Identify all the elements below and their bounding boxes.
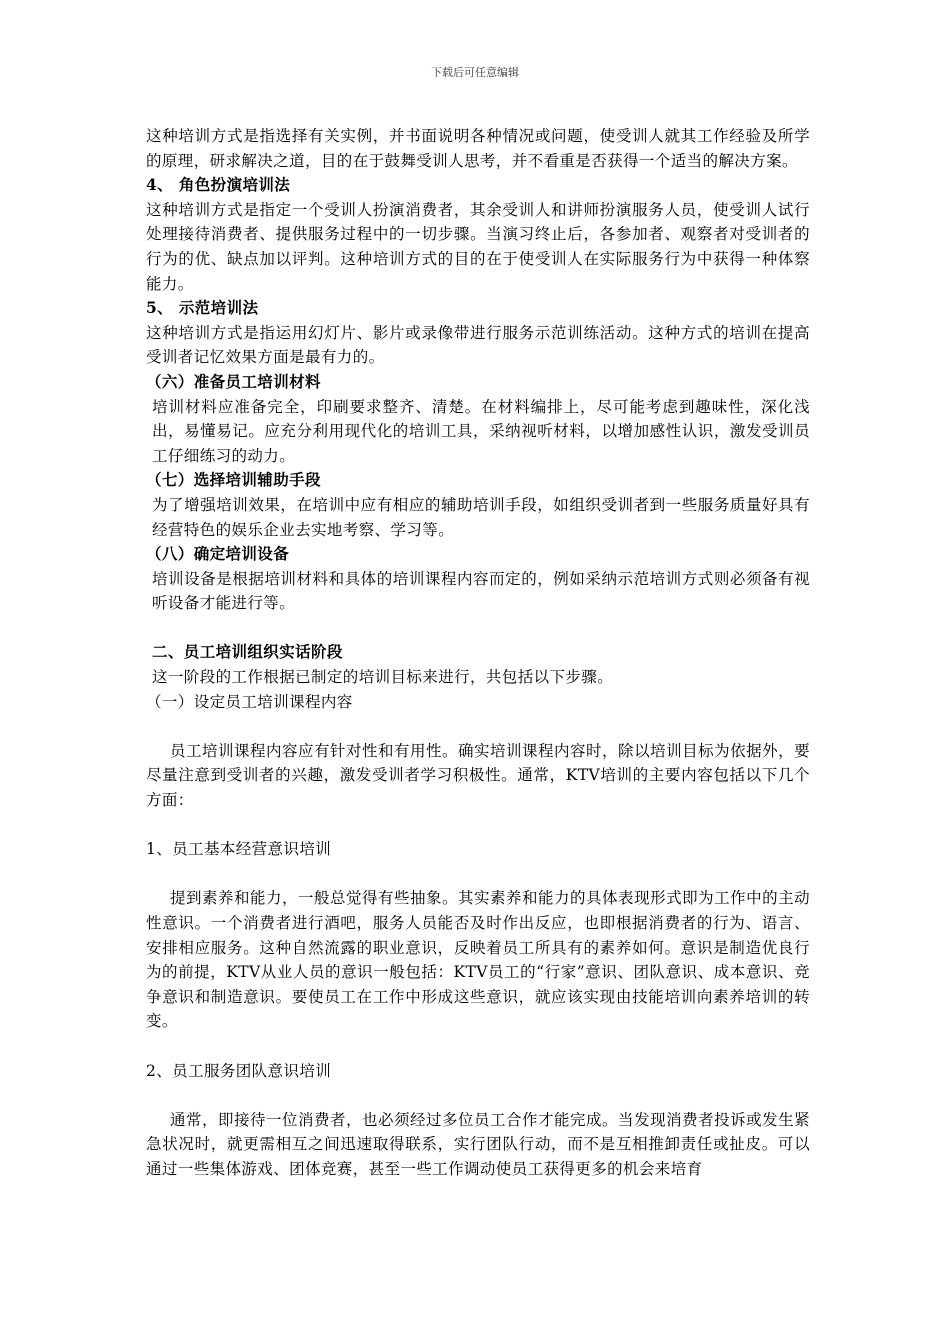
paragraph-auxiliary-means: 为了增强培训效果，在培训中应有相应的辅助培训手段，如组织受训者到一些服务质量好具有经营特色的娱乐企业去实地考察、学习等。 [152, 495, 810, 539]
subheading-basic-awareness: 1、员工基本经营意识培训 [146, 840, 332, 859]
heading-section-two: 二、员工培训组织实话阶段 [152, 642, 343, 662]
paragraph-demonstration: 这种培训方式是指运用幻灯片、影片或录像带进行服务示范训练活动。这种方式的培训在提高受训者记忆效果方面是最有力的。 [146, 323, 810, 367]
subheading-team-awareness: 2、员工服务团队意识培训 [146, 1061, 332, 1080]
heading-role-play: 4、 角色扮演培训法 [146, 175, 291, 195]
blank-line [146, 616, 810, 641]
blank-line [146, 862, 810, 887]
paragraph-basic-awareness: 提到素养和能力，一般总觉得有些抽象。其实素养和能力的具体表现形式即为工作中的主动性意识。一个消费者进行酒吧，服务人员能否及时作出反应，也即根据消费者的行为、语言、安排相应服务。这种自然流露的职业意识，反映着员工所具有的素养如何。意识是制造优良行为的前提，KTV从业人员的意识一般包括：KTV员工的“行家”意识、团队意识、成本意识、竞争意识和制造意识。要使员工在工作中形成这些意识，就应该实现由技能培训向素养培训的转变。 [146, 889, 810, 1031]
paragraph-case-study: 这种培训方式是指选择有关实例，并书面说明各种情况或问题，使受训人就其工作经验及所学的原理，研求解决之道，目的在于鼓舞受训人思考，并不看重是否获得一个适当的解决方案。 [146, 127, 810, 170]
heading-training-materials: （六）准备员工培训材料 [146, 371, 321, 391]
heading-auxiliary-means: （七）选择培训辅助手段 [146, 470, 321, 490]
heading-demonstration: 5、 示范培训法 [146, 298, 259, 318]
paragraph-training-equipment: 培训设备是根据培训材料和具体的培训课程内容而定的，例如采纳示范培训方式则必须备有视听设备才能进行等。 [152, 569, 810, 613]
paragraph-team-awareness: 通常，即接待一位消费者，也必须经过多位员工合作才能完成。当发现消费者投诉或发生紧急状况时，就更需相互之间迅速取得联系，实行团队行动，而不是互相推卸责任或扯皮。可以通过一些集体游戏、团体竞赛，甚至一些工作调动使员工获得更多的机会来培育 [146, 1110, 810, 1178]
paragraph-course-content: 员工培训课程内容应有针对性和有用性。确实培训课程内容时，除以培训目标为依据外，要尽量注意到受训者的兴趣，激发受训者学习积极性。通常，KTV培训的主要内容包括以下几个方面： [146, 741, 810, 810]
blank-line [146, 714, 810, 739]
heading-training-equipment: （八）确定培训设备 [146, 544, 290, 564]
paragraph-training-materials: 培训材料应准备完全，印刷要求整齐、清楚。在材料编排上，尽可能考虑到趣味性，深化浅出，易懂易记。应充分利用现代化的培训工具，采纳视听材料，以增加感性认识，激发受训员工仔细练习的动力。 [152, 397, 810, 465]
blank-line [146, 1083, 810, 1108]
paragraph-section-two-intro: 这一阶段的工作根据已制定的培训目标来进行，共包括以下步骤。 [152, 668, 614, 687]
blank-line [146, 1034, 810, 1059]
blank-line [146, 813, 810, 838]
page-header: 下载后可任意编辑 [431, 66, 519, 79]
document-body [146, 124, 810, 1182]
paragraph-role-play: 这种培训方式是指定一个受训人扮演消费者，其余受训人和讲师扮演服务人员，使受训人试行处理接待消费者、提供服务过程中的一切步骤。当演习终止后，各参加者、观察者对受训者的行为的优、缺点加以评判。这种培训方式的目的在于使受训人在实际服务行为中获得一种体察能力。 [146, 200, 810, 293]
subheading-course-content: （一）设定员工培训课程内容 [146, 692, 353, 711]
